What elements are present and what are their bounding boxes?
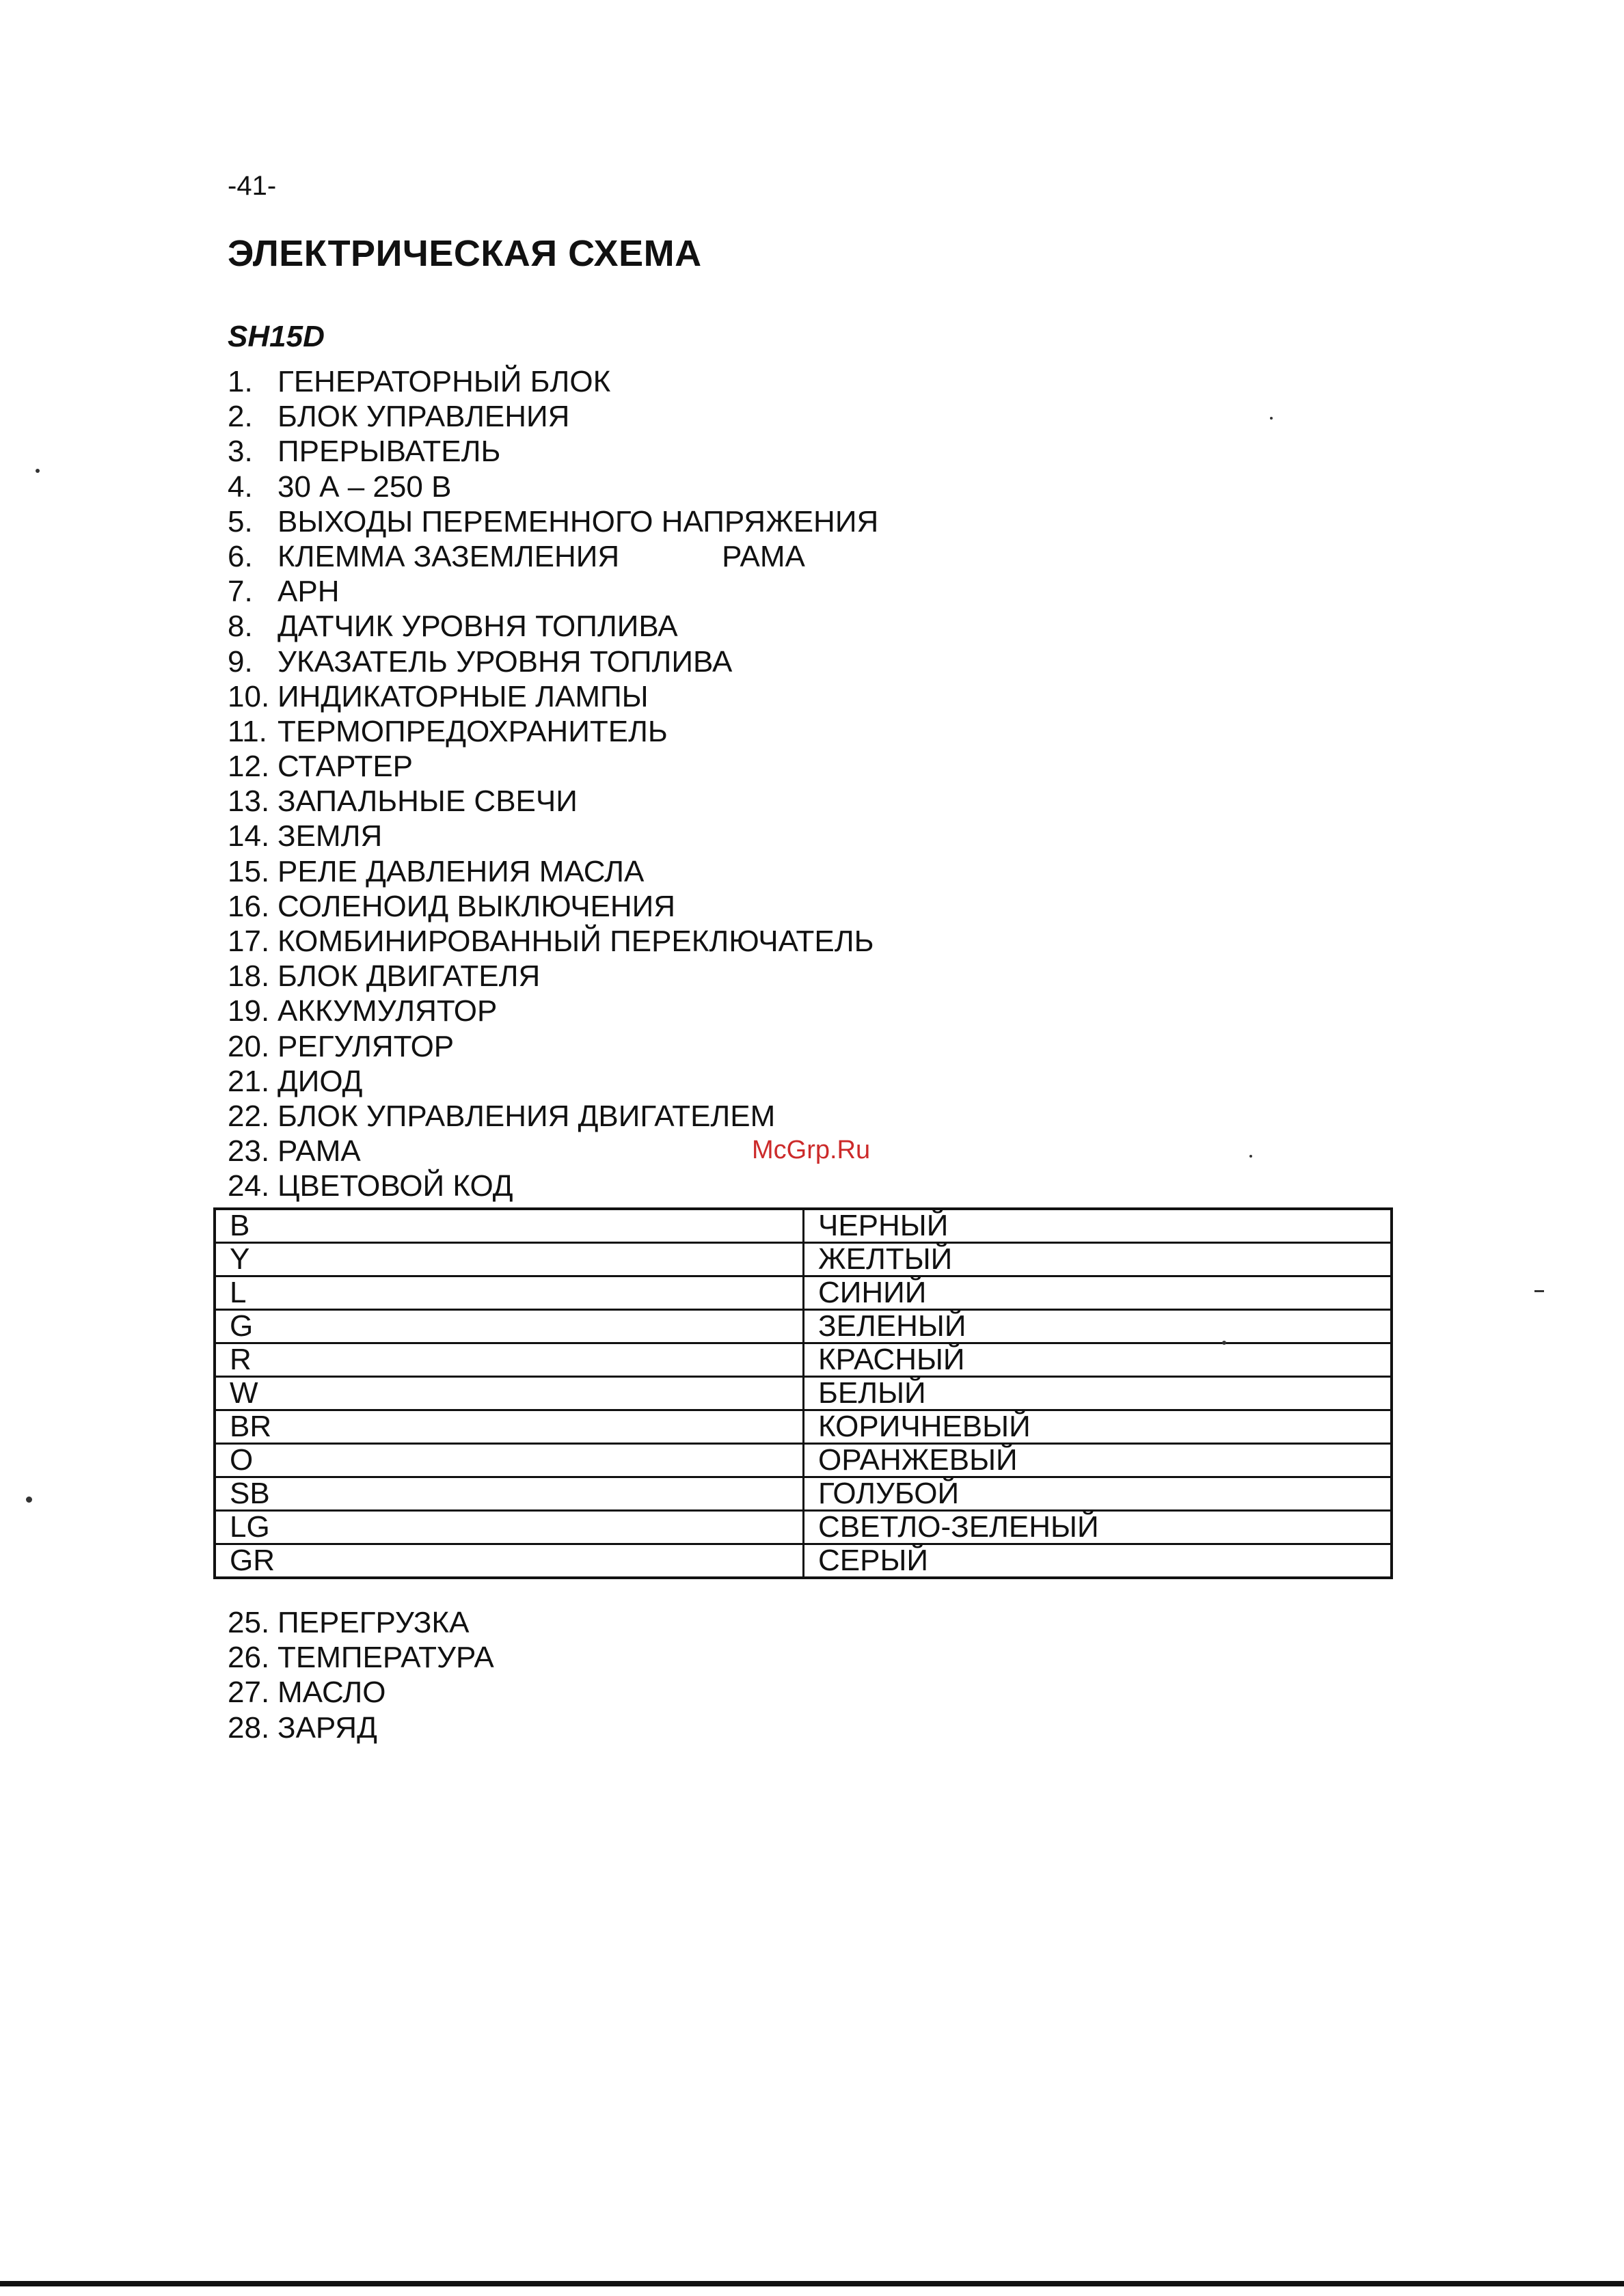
item-number: 16. [228,889,270,923]
item-text: 30 А – 250 В [278,469,452,504]
item-text: КОМБИНИРОВАННЫЙ ПЕРЕКЛЮЧАТЕЛЬ [278,925,874,958]
item-number: 14. [228,819,270,853]
item-number: 17. [228,925,270,958]
legend-list [228,364,878,1204]
list-item [228,854,878,889]
item-number: 13. [228,784,270,819]
scan-speck [1270,417,1273,420]
list-item [228,644,878,679]
scan-speck [1534,1290,1544,1292]
list-item [228,714,878,749]
item-text: ЗЕМЛЯ [278,819,383,853]
list-item [228,364,878,399]
item-text: ДАТЧИК УРОВНЯ ТОПЛИВА [278,610,678,644]
color-name-cell: СЕРЫЙ [804,1544,1392,1578]
scan-speck [26,1496,32,1503]
table-row [215,1544,1392,1578]
item-text: ПЕРЕГРУЗКА [278,1606,470,1639]
item-text: БЛОК УПРАВЛЕНИЯ ДВИГАТЕЛЕМ [278,1099,776,1133]
table-row [215,1310,1392,1343]
color-code-cell: W [215,1377,804,1410]
item-text: ТЕМПЕРАТУРА [278,1641,494,1675]
color-name-cell: КОРИЧНЕВЫЙ [804,1410,1392,1444]
item-number: 20. [228,1029,270,1063]
list-item [228,1710,494,1745]
color-name-cell: ОРАНЖЕВЫЙ [804,1444,1392,1477]
watermark: McGrp.Ru [752,1136,871,1164]
bottom-rule [0,2281,1624,2286]
table-row [215,1377,1392,1410]
color-code-cell: SB [215,1477,804,1511]
item-text: РАМА [278,1134,361,1168]
item-text: ПРЕРЫВАТЕЛЬ [278,435,501,469]
item-number: 9. [228,644,253,679]
table-row [215,1444,1392,1477]
color-code-cell: LG [215,1511,804,1544]
color-code-cell: L [215,1276,804,1310]
color-code-cell: B [215,1209,804,1243]
item-text: КЛЕММА ЗАЗЕМЛЕНИЯ [278,539,620,573]
scan-speck [36,469,40,473]
list-item [228,1675,494,1710]
item-number: 24. [228,1169,270,1203]
item-number: 26. [228,1641,270,1675]
list-item [228,504,878,539]
item-text: ВЫХОДЫ ПЕРЕМЕННОГО НАПРЯЖЕНИЯ [278,504,879,538]
table-row [215,1410,1392,1444]
item-text: АРН [278,575,340,609]
item-number: 10. [228,679,270,713]
color-name-cell: ГОЛУБОЙ [804,1477,1392,1511]
item-number: 3. [228,435,253,469]
item-number: 22. [228,1099,270,1133]
item-text: БЛОК УПРАВЛЕНИЯ [278,400,570,434]
item-text: МАСЛО [278,1676,386,1710]
color-code-cell: Y [215,1243,804,1276]
item-text: ГЕНЕРАТОРНЫЙ БЛОК [278,365,611,398]
item-number: 27. [228,1676,270,1710]
item-number: 28. [228,1710,270,1745]
color-code-table [213,1207,1393,1579]
item-text: СОЛЕНОИД ВЫКЛЮЧЕНИЯ [278,889,676,923]
item-text: ИНДИКАТОРНЫЕ ЛАМПЫ [278,679,649,713]
list-item [228,609,878,644]
list-item [228,784,878,819]
list-item [228,1099,878,1134]
item-text: АККУМУЛЯТОР [278,994,498,1028]
item-text: ДИОД [278,1064,363,1098]
item-number: 1. [228,365,253,398]
color-name-cell: КРАСНЫЙ [804,1343,1392,1377]
item-text: РЕГУЛЯТОР [278,1029,455,1063]
list-item [228,1605,494,1640]
table-row [215,1343,1392,1377]
item-number: 15. [228,854,270,888]
page-number: -41- [228,171,277,201]
table-row [215,1477,1392,1511]
list-item [228,1168,878,1203]
color-code-cell: O [215,1444,804,1477]
item-number: 7. [228,575,253,609]
list-item [228,959,878,994]
list-item [228,924,878,959]
item-text: УКАЗАТЕЛЬ УРОВНЯ ТОПЛИВА [278,644,733,679]
color-name-cell: СВЕТЛО-ЗЕЛЕНЫЙ [804,1511,1392,1544]
item-text: СТАРТЕР [278,750,414,784]
list-item [228,1640,494,1675]
item-text: РЕЛЕ ДАВЛЕНИЯ МАСЛА [278,854,645,888]
item-number: 18. [228,959,270,994]
list-item [228,679,878,714]
item-number: 21. [228,1064,270,1098]
list-item [228,574,878,609]
item-number: 25. [228,1606,270,1639]
list-item [228,889,878,924]
item-number: 2. [228,400,253,434]
list-item [228,539,878,574]
model-heading: SH15D [228,320,325,353]
table-row [215,1209,1392,1243]
color-code-cell: R [215,1343,804,1377]
list-item [228,819,878,853]
list-item [228,1064,878,1099]
list-item [228,1029,878,1064]
list-item [228,994,878,1028]
scan-speck [1249,1155,1252,1158]
legend-list-continued [228,1605,494,1745]
color-name-cell: ЧЕРНЫЙ [804,1209,1392,1243]
color-name-cell: ЗЕЛЕНЫЙ [804,1310,1392,1343]
item-text: ЦВЕТОВОЙ КОД [278,1169,513,1203]
item-text: ЗАПАЛЬНЫЕ СВЕЧИ [278,784,578,819]
item-number: 23. [228,1134,270,1168]
list-item [228,399,878,434]
list-item [228,469,878,504]
item-number: 11. [228,714,267,748]
item-text: ЗАРЯД [278,1710,377,1745]
item-number: 6. [228,539,253,573]
item-text: ТЕРМОПРЕДОХРАНИТЕЛЬ [278,714,668,748]
color-name-cell: БЕЛЫЙ [804,1377,1392,1410]
item-number: 19. [228,994,270,1028]
table-row [215,1276,1392,1310]
page-title: ЭЛЕКТРИЧЕСКАЯ СХЕМА [228,233,702,274]
item-number: 12. [228,750,270,784]
color-name-cell: СИНИЙ [804,1276,1392,1310]
color-name-cell: ЖЕЛТЫЙ [804,1243,1392,1276]
list-item [228,749,878,784]
color-code-cell: BR [215,1410,804,1444]
item-number: 8. [228,610,253,644]
item-number: 4. [228,469,253,504]
list-item [228,434,878,469]
item-extra-text: РАМА [722,539,805,573]
item-number: 5. [228,504,253,538]
scan-speck [1222,1341,1226,1345]
table-row [215,1243,1392,1276]
table-row [215,1511,1392,1544]
item-text: БЛОК ДВИГАТЕЛЯ [278,959,541,994]
color-code-cell: G [215,1310,804,1343]
color-code-cell: GR [215,1544,804,1578]
